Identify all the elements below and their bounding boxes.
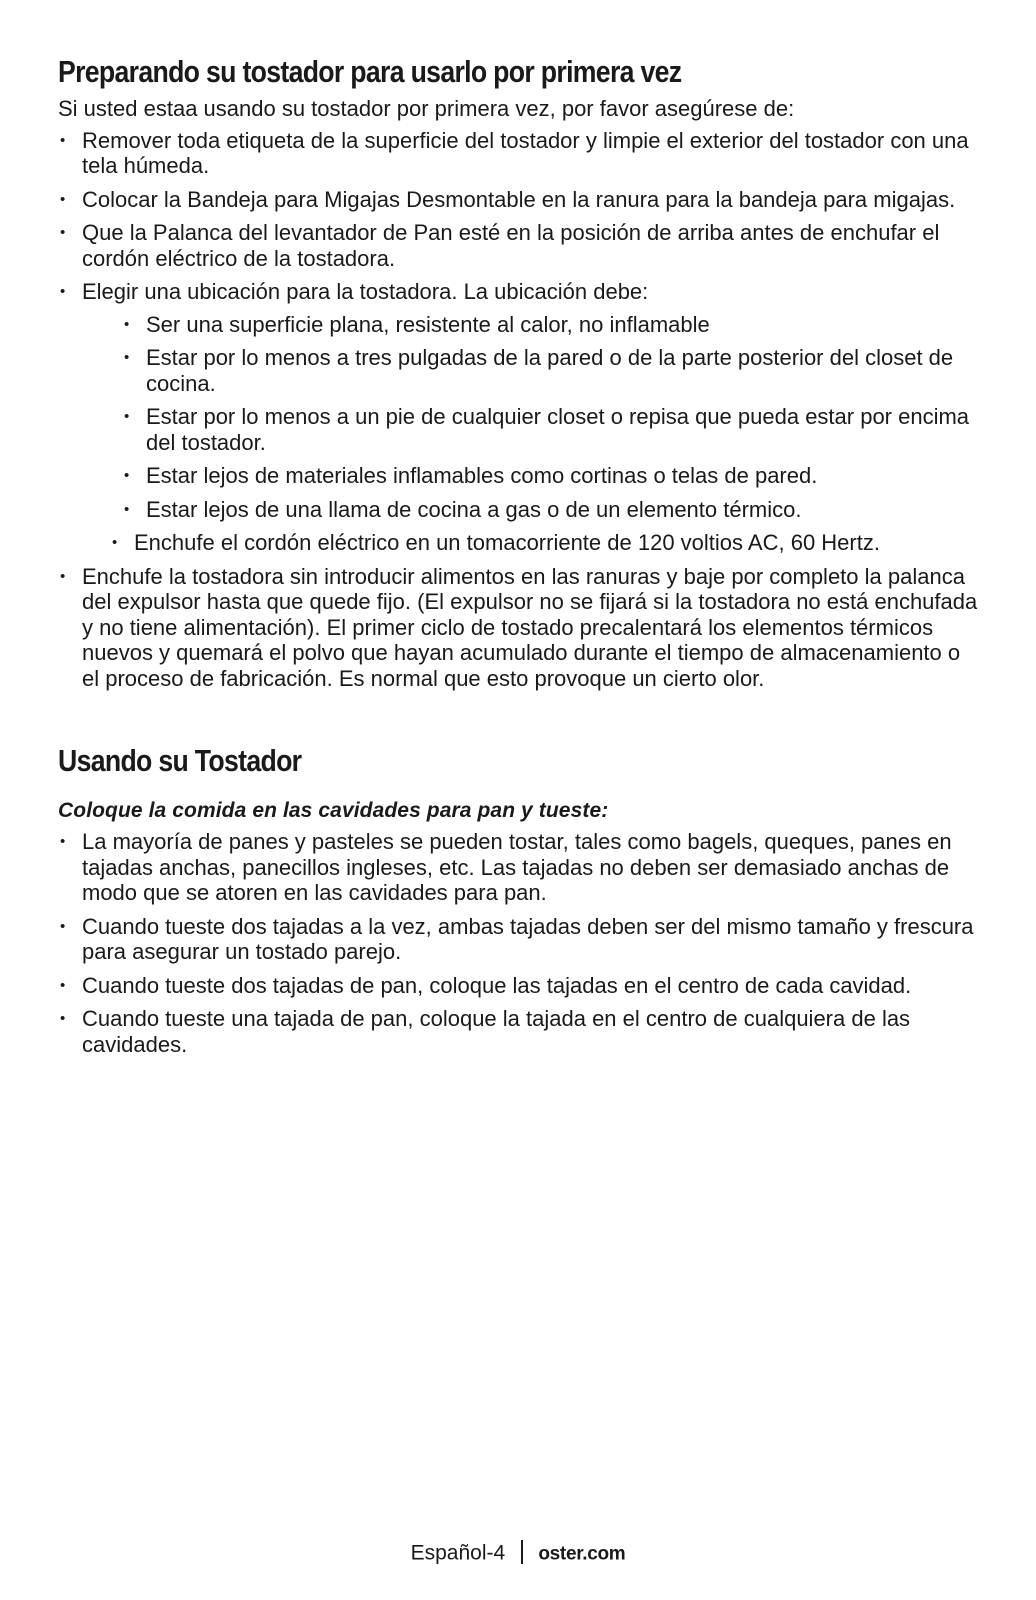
sub-list-item: • Estar por lo menos a tres pulgadas de la pared o de la parte posterior del closet de cocina. <box>122 345 978 396</box>
list-item: • Cuando tueste dos tajadas de pan, coloque las tajadas en el centro de cada cavidad. <box>58 973 978 999</box>
page-number: Español-4 <box>410 1541 506 1565</box>
location-intro: Elegir una ubicación para la tostadora. La ubicación debe: <box>82 279 649 304</box>
manual-page <box>58 52 978 1065</box>
using-toaster-list <box>58 829 978 1057</box>
first-use-heading: Preparando su tostador para usarlo por primera vez <box>58 54 682 89</box>
sub-list-item: • Estar lejos de materiales inflamables como cortinas o telas de pared. <box>122 463 978 489</box>
sub-list-item: • Estar lejos de una llama de cocina a gas o de un elemento térmico. <box>122 497 978 523</box>
location-sublist <box>82 312 978 556</box>
page-footer <box>0 1540 1036 1568</box>
list-item: • La mayoría de panes y pasteles se pueden tostar, tales como bagels, queques, panes en tajadas anchas, panecillos ingleses, etc. Las tajadas no deben ser demasiado anchas de modo que se atoren en las cavidades para pan. <box>58 829 978 906</box>
using-toaster-section <box>58 741 978 1057</box>
final-list-item: • Enchufe la tostadora sin introducir alimentos en las ranuras y baje por completo la palanca del expulsor hasta que quede fijo. (El expulsor no se fijará si la tostadora no está enchufada y no tiene alimentación). El primer ciclo de tostado precalentará los elementos térmicos nuevos y quemará el polvo que hayan acumulado durante el tiempo de almacenamiento o el proceso de fabricación. Es normal que esto provoque un cierto olor. <box>58 564 978 692</box>
list-item: • Cuando tueste dos tajadas a la vez, ambas tajadas deben ser del mismo tamaño y frescura para asegurar un tostado parejo. <box>58 914 978 965</box>
list-item: • Remover toda etiqueta de la superficie del tostador y limpie el exterior del tostador con una tela húmeda. <box>58 128 978 179</box>
using-toaster-subheading: Coloque la comida en las cavidades para pan y tueste: <box>58 799 609 822</box>
list-item: • Cuando tueste una tajada de pan, coloque la tajada en el centro de cualquiera de las cavidades. <box>58 1006 978 1057</box>
first-use-intro: Si usted estaa usando su tostador por primera vez, por favor asegúrese de: <box>58 96 795 121</box>
footer-divider <box>521 1540 523 1564</box>
site-link: oster.com <box>538 1543 626 1565</box>
list-item: • Que la Palanca del levantador de Pan esté en la posición de arriba antes de enchufar el cordón eléctrico de la tostadora. <box>58 220 978 271</box>
list-item: • Colocar la Bandeja para Migajas Desmontable en la ranura para la bandeja para migajas. <box>58 187 978 213</box>
first-use-list <box>58 128 978 692</box>
plug-list-item: • Enchufe el cordón eléctrico en un tomacorriente de 120 voltios AC, 60 Hertz. <box>110 530 978 556</box>
using-toaster-heading: Usando su Tostador <box>58 743 302 778</box>
first-use-section <box>58 52 978 691</box>
list-item-location <box>58 279 978 556</box>
sub-list-item: • Estar por lo menos a un pie de cualquier closet o repisa que pueda estar por encima del tostador. <box>122 404 978 455</box>
sub-list-item: • Ser una superficie plana, resistente al calor, no inflamable <box>122 312 978 338</box>
